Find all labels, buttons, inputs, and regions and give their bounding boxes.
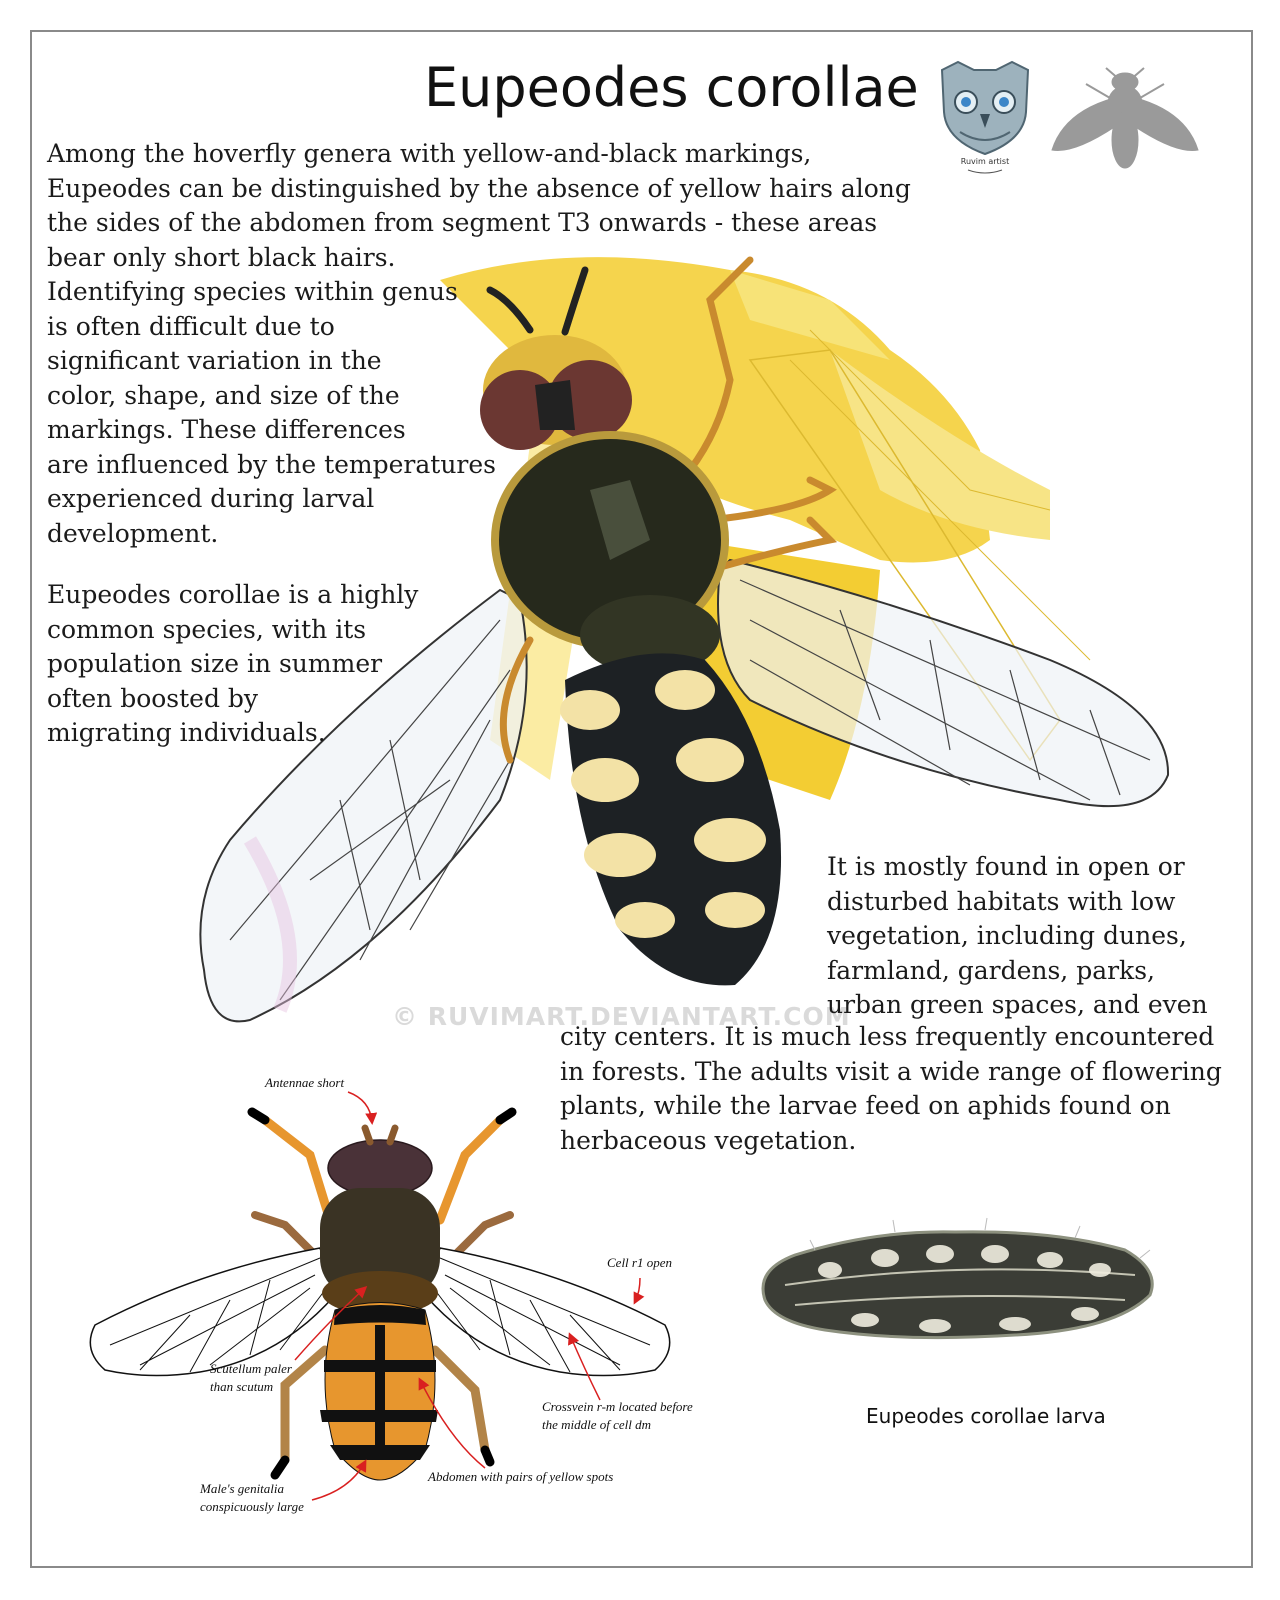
habitat-line: vegetation, including dunes, <box>827 921 1187 950</box>
intro-line: experienced during larval <box>47 484 375 513</box>
intro-line: the sides of the abdomen from segment T3 onwards - these areas <box>47 208 878 237</box>
habitat-line: It is mostly found in open or <box>827 852 1185 881</box>
watermark: © RUVIMART.DEVIANTART.COM <box>392 1002 851 1031</box>
intro-line: color, shape, and size of the <box>47 380 400 410</box>
annotation-genitalia: Male's genitalia conspicuously large <box>200 1481 304 1514</box>
page-title: Eupeodes corollae <box>424 56 919 119</box>
intro-paragraph <box>47 137 911 551</box>
habitat-line: herbaceous vegetation. <box>560 1125 857 1155</box>
intro-line: significant variation in the <box>47 346 382 375</box>
annotation-scutellum: Scutellum paler than scutum <box>210 1361 292 1394</box>
annotation-abdomen: Abdomen with pairs of yellow spots <box>428 1469 614 1484</box>
annotation-cell-r1: Cell r1 open <box>607 1255 672 1270</box>
intro-line: Identifying species within genus <box>47 277 458 306</box>
intro-line: are influenced by the temperatures <box>47 449 496 479</box>
intro-line: development. <box>47 518 219 548</box>
habitat-line: disturbed habitats with low <box>827 886 1176 916</box>
habitat-line: urban green spaces, and even <box>827 990 1208 1019</box>
common-line: population size in summer <box>47 649 383 678</box>
intro-line: Among the hoverfly genera with yellow-and-black markings, <box>47 139 812 168</box>
diagram-head <box>328 1140 432 1196</box>
common-line: common species, with its <box>47 614 367 644</box>
intro-line: is often difficult due to <box>47 311 335 341</box>
identification-diagram <box>80 1110 720 1520</box>
annotation-crossvein: Crossvein r-m located before the middle of cell dm <box>542 1399 693 1432</box>
intro-line: markings. These differences <box>47 415 406 444</box>
habitat-line: in forests. The adults visit a wide range of flowering <box>560 1056 1222 1086</box>
larva-caption: Eupeodes corollae larva <box>866 1404 1106 1428</box>
habitat-paragraph-right <box>827 850 1208 1023</box>
larva-illustration <box>755 1210 1165 1360</box>
fly-silhouette-icon <box>1050 66 1200 170</box>
common-line: migrating individuals. <box>47 718 326 747</box>
artist-logo <box>930 56 1040 176</box>
habitat-line: farmland, gardens, parks, <box>827 955 1155 985</box>
common-paragraph <box>47 578 418 751</box>
habitat-line: plants, while the larvae feed on aphids found on <box>560 1091 1171 1120</box>
logo-caption: Ruvim artist <box>960 157 1010 166</box>
common-line: Eupeodes corollae is a highly <box>47 580 419 609</box>
annotation-antennae: Antennae short <box>265 1075 345 1090</box>
common-line: often boosted by <box>47 683 259 713</box>
intro-line: Eupeodes can be distinguished by the absence of yellow hairs along <box>47 173 911 203</box>
larva-body <box>763 1232 1152 1338</box>
intro-line: bear only short black hairs. <box>47 242 396 272</box>
habitat-line: city centers. It is much less frequently encountered <box>560 1022 1215 1051</box>
